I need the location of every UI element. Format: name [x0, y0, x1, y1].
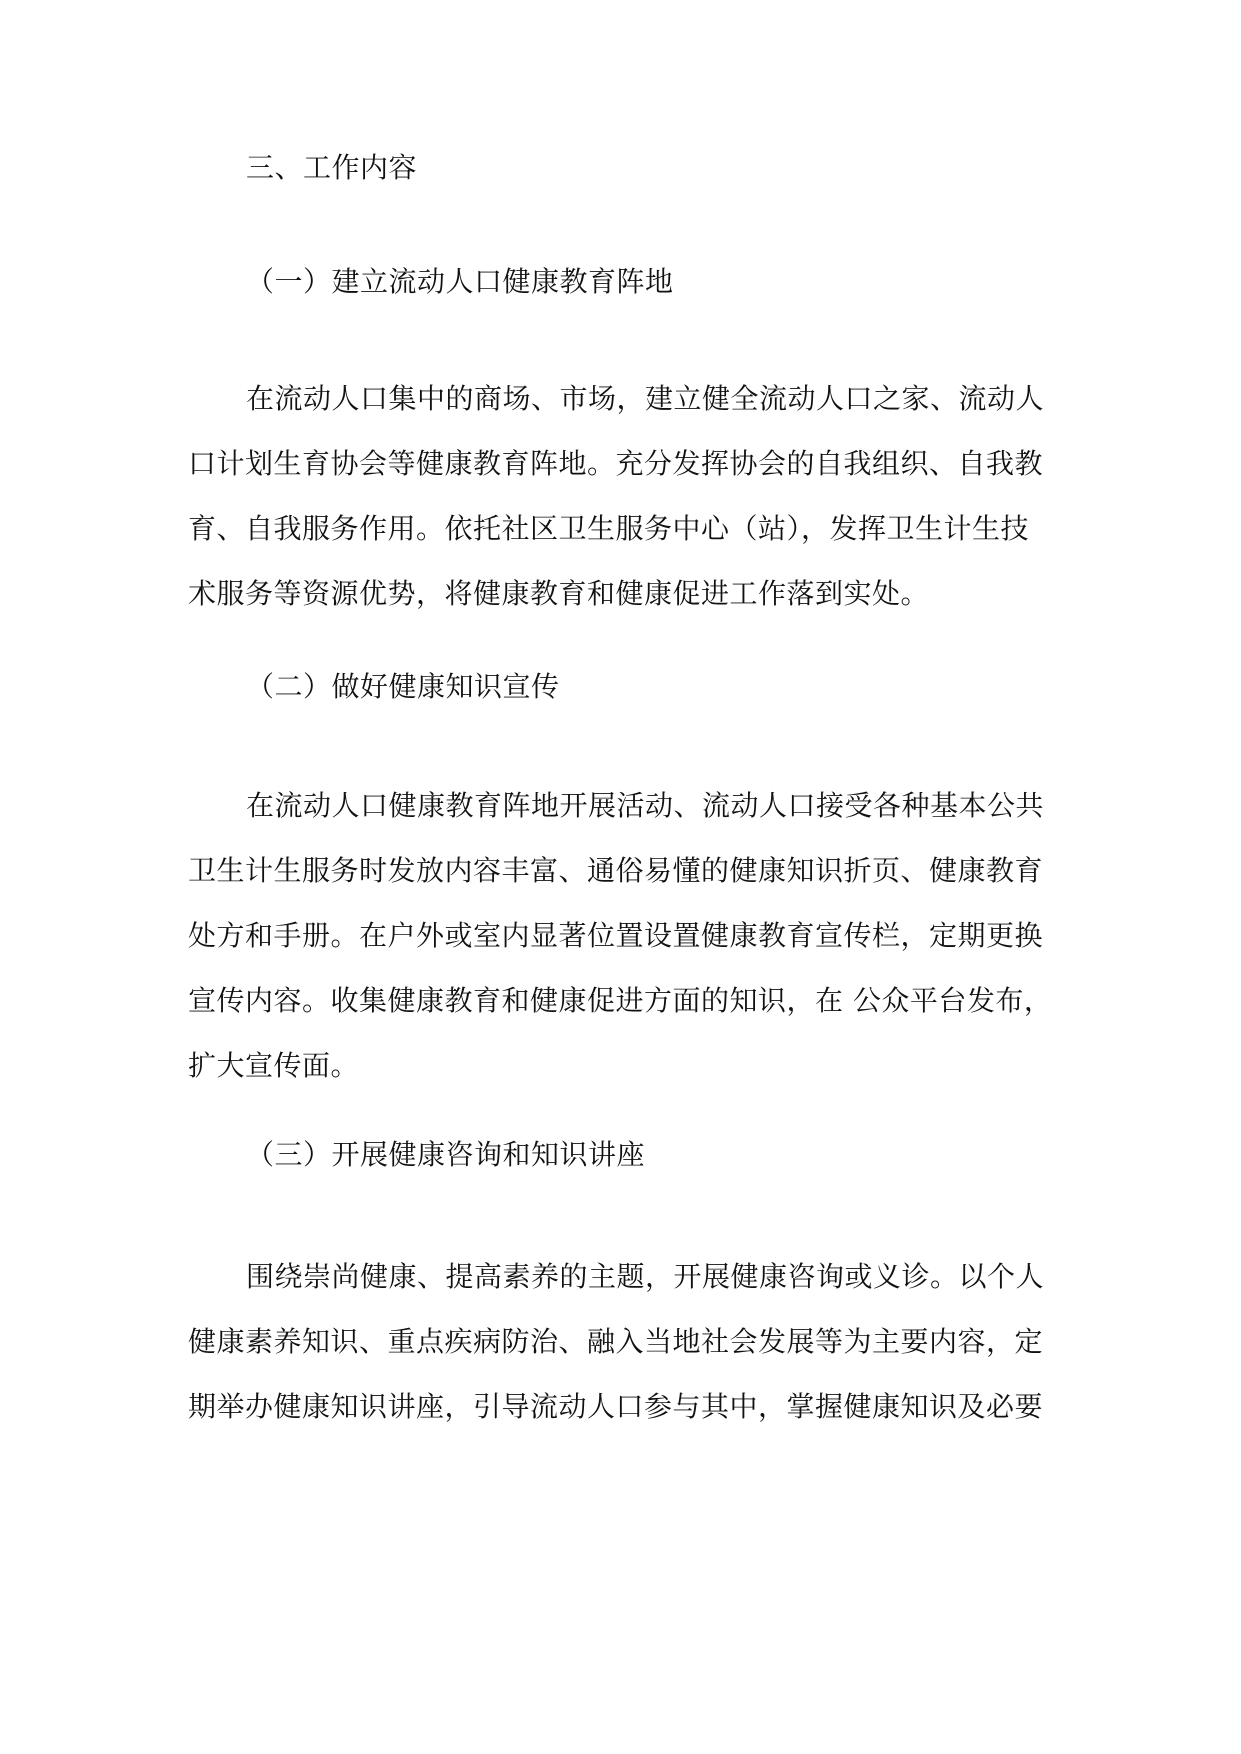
paragraph-1: [188, 366, 1068, 626]
paragraph-line: 处方和手册。在户外或室内显著位置设置健康教育宣传栏，定期更换: [188, 919, 1044, 952]
paragraph-line: 育、自我服务作用。依托社区卫生服务中心（站），发挥卫生计生技: [188, 512, 1030, 545]
paragraph-line: 健康素养知识、重点疾病防治、融入当地社会发展等为主要内容，定: [188, 1325, 1044, 1358]
paragraph-line: 期举办健康知识讲座，引导流动人口参与其中，掌握健康知识及必要: [188, 1390, 1044, 1423]
paragraph-line: 术服务等资源优势，将健康教育和健康促进工作落到实处。: [188, 577, 930, 610]
subsection-heading-3: （三）开展健康咨询和知识讲座: [246, 1138, 646, 1171]
subsection-heading-1: （一）建立流动人口健康教育阵地: [246, 265, 674, 298]
paragraph-line: 卫生计生服务时发放内容丰富、通俗易懂的健康知识折页、健康教育: [188, 854, 1044, 887]
paragraph-line: 在流动人口集中的商场、市场，建立健全流动人口之家、流动人: [246, 382, 1045, 415]
subsection-heading-2: （二）做好健康知识宣传: [246, 670, 560, 703]
paragraph-3: [188, 1244, 1068, 1439]
section-heading: 三、工作内容: [246, 151, 418, 184]
paragraph-line: 扩大宣传面。: [188, 1049, 360, 1082]
paragraph-line: 在流动人口健康教育阵地开展活动、流动人口接受各种基本公共: [246, 789, 1045, 822]
paragraph-line: 宣传内容。收集健康教育和健康促进方面的知识，在 公众平台发布，: [188, 984, 1053, 1017]
paragraph-line: 围绕崇尚健康、提高素养的主题，开展健康咨询或义诊。以个人: [246, 1260, 1045, 1293]
paragraph-2: [188, 773, 1068, 1098]
paragraph-line: 口计划生育协会等健康教育阵地。充分发挥协会的自我组织、自我教: [188, 447, 1044, 480]
